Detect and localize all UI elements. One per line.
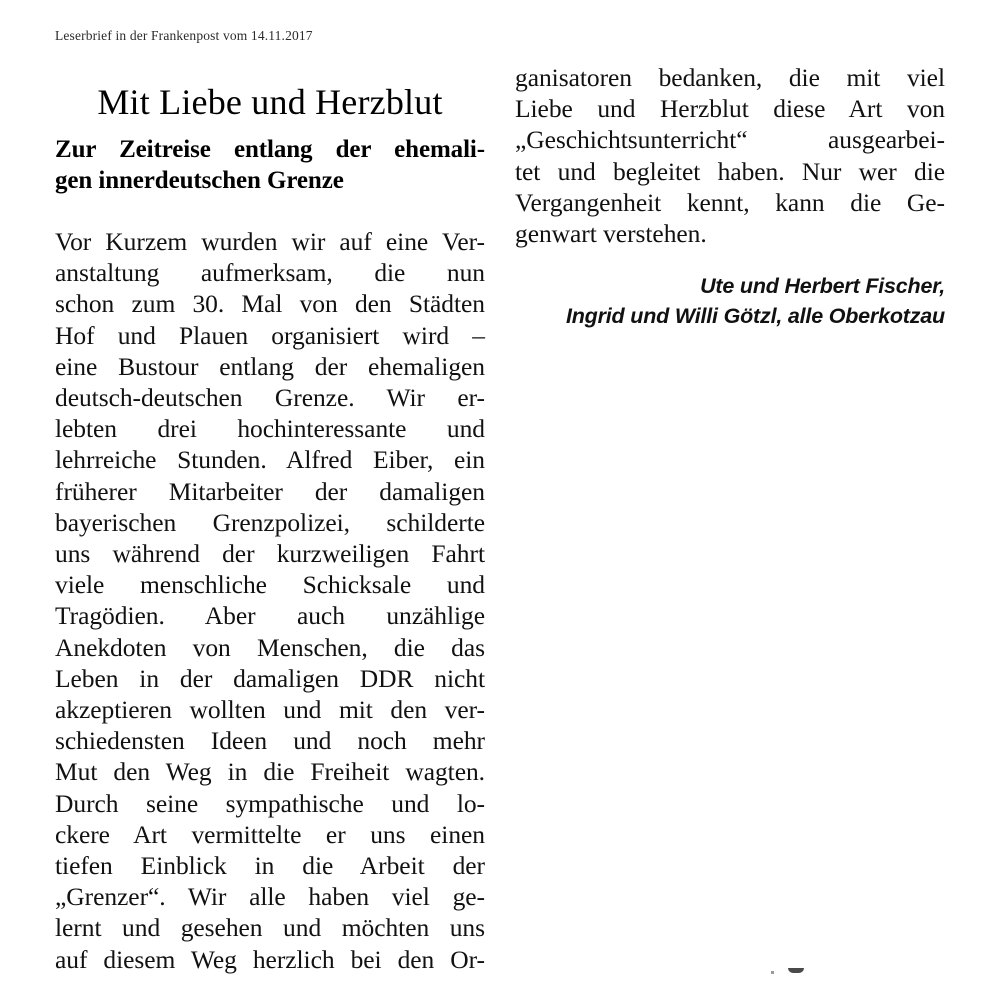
column-right — [515, 62, 945, 331]
scan-artifact-dot — [771, 971, 774, 974]
subheadline-line: gen innerdeutschen Grenze — [55, 167, 344, 194]
body-line: deutsch-deutschen Grenze. Wir er- — [55, 383, 485, 413]
body-line: uns während der kurzweiligen Fahrt — [55, 539, 485, 569]
body-paragraph-left — [55, 226, 485, 975]
running-head: Leserbrief in der Frankenpost vom 14.11.2017 — [55, 28, 313, 43]
body-line: schon zum 30. Mal von den Städten — [55, 289, 485, 319]
body-line: lernt und gesehen und möchten uns — [55, 913, 485, 943]
body-line: tiefen Einblick in die Arbeit der — [55, 851, 485, 881]
body-line: auf diesem Weg herzlich bei den Or- — [55, 944, 485, 974]
body-line: eine Bustour entlang der ehemaligen — [55, 351, 485, 381]
body-line: Vor Kurzem wurden wir auf eine Ver- — [55, 227, 485, 256]
body-line: Hof und Plauen organisiert wird – — [55, 320, 485, 350]
signature-line: Ingrid und Willi Götzl, alle Oberkotzau — [565, 304, 945, 329]
body-line: früherer Mitarbeiter der damaligen — [55, 476, 485, 506]
body-line: ckere Art vermittelte er uns einen — [55, 819, 485, 849]
body-line: Liebe und Herzblut diese Art von — [515, 94, 945, 124]
subheadline — [55, 134, 485, 196]
body-line: „Geschichtsunterricht“ ausgearbei- — [515, 125, 945, 155]
body-line: schiedensten Ideen und noch mehr — [55, 726, 485, 756]
body-line: viele menschliche Schicksale und — [55, 570, 485, 600]
body-line: Anekdoten von Menschen, die das — [55, 632, 485, 662]
body-line: tet und begleitet haben. Nur wer die — [515, 156, 945, 186]
signature-line: Ute und Herbert Fischer, — [700, 274, 945, 299]
body-paragraph-right — [515, 62, 945, 249]
body-line: lebten drei hochinteressante und — [55, 414, 485, 444]
page-title: Mit Liebe und Herzblut — [97, 82, 443, 122]
body-line: Durch seine sympathische und lo- — [55, 788, 485, 818]
body-line: anstaltung aufmerksam, die nun — [55, 258, 485, 288]
body-line: genwart verstehen. — [515, 219, 707, 249]
body-line: „Grenzer“. Wir alle haben viel ge- — [55, 882, 485, 912]
subheadline-line: Zur Zeitreise entlang der ehemali- — [55, 136, 485, 163]
scan-artifact — [788, 968, 804, 973]
body-line: Mut den Weg in die Freiheit wagten. — [55, 757, 485, 787]
column-left — [55, 62, 485, 975]
body-line: ganisatoren bedanken, die mit viel — [515, 63, 945, 92]
signature-block — [515, 271, 945, 331]
body-line: bayerischen Grenzpolizei, schilderte — [55, 507, 485, 537]
body-line: akzeptieren wollten und mit den ver- — [55, 695, 485, 725]
body-line: Vergangenheit kennt, kann die Ge- — [515, 187, 945, 217]
body-line: Tragödien. Aber auch unzählige — [55, 601, 485, 631]
body-line: lehrreiche Stunden. Alfred Eiber, ein — [55, 445, 485, 475]
body-line: Leben in der damaligen DDR nicht — [55, 663, 485, 693]
